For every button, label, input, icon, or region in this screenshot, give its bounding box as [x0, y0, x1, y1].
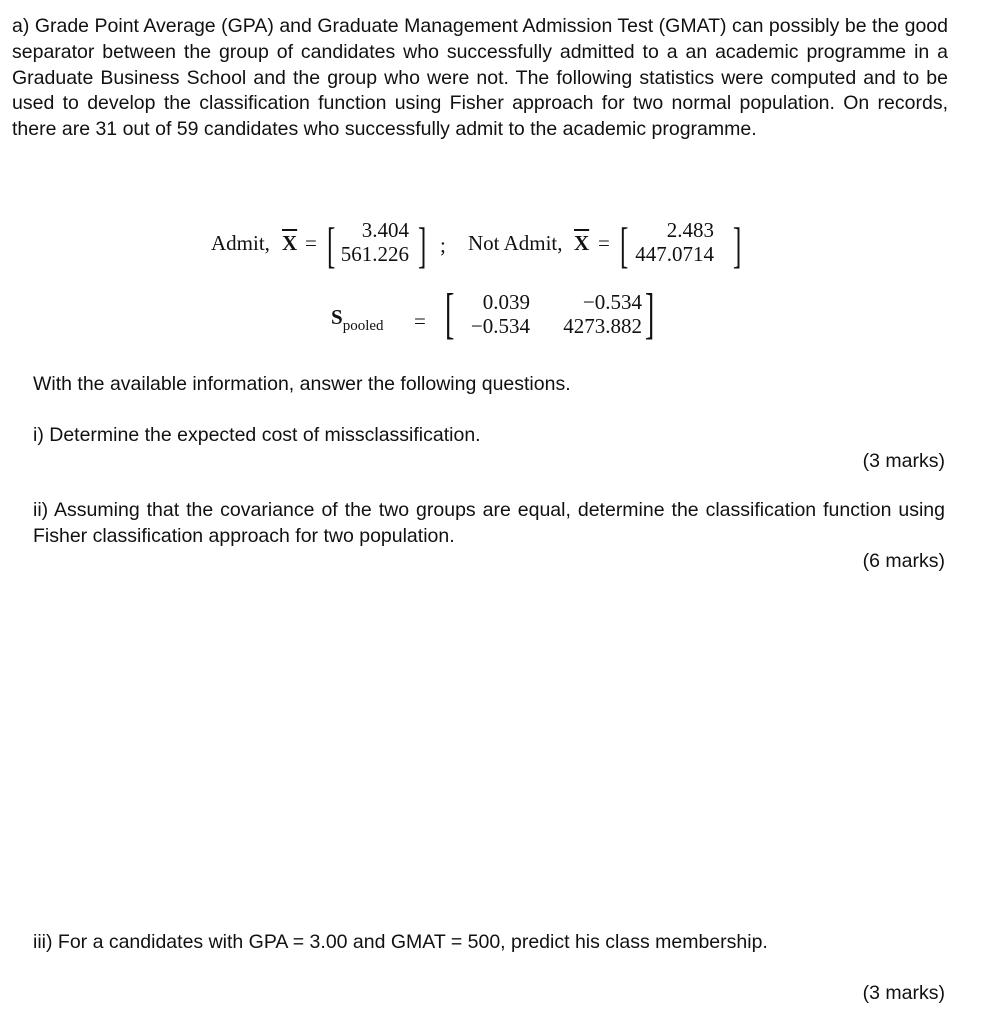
admit-equals: =: [305, 231, 317, 255]
not-admit-mean-vector: [630, 218, 714, 266]
s-pooled-22: 4273.882: [563, 314, 642, 338]
s-pooled-21: −0.534: [470, 314, 530, 338]
not-admit-mean-gmat: 447.0714: [635, 242, 714, 266]
admit-bracket-left: [: [327, 217, 336, 273]
question-paragraph: [12, 14, 948, 143]
not-admit-label: Not Admit,: [468, 231, 563, 255]
not-admit-bracket-right: ]: [733, 217, 742, 273]
instructions: With the available information, answer the following questions.: [33, 373, 571, 395]
not-admit-bracket-left: [: [620, 217, 629, 273]
part-i-marks: (3 marks): [862, 450, 945, 472]
s-pooled-equals: =: [414, 309, 426, 333]
s-pooled-col-1: [452, 290, 530, 338]
admit-mean-gpa: 3.404: [361, 218, 409, 242]
s-pooled-letter: S: [331, 305, 343, 329]
admit-mean-gmat: 561.226: [340, 242, 409, 266]
s-pooled-11: 0.039: [482, 290, 530, 314]
part-ii-text-content: ii) Assuming that the covariance of the two groups are equal, determine the classification function using Fisher classification approach for two population.: [33, 499, 945, 547]
not-admit-xbar: $\overline{X}$: [574, 231, 590, 255]
s-pooled-bracket-right: ]: [645, 283, 655, 345]
question-label: a): [12, 15, 30, 37]
s-pooled-symbol: [331, 305, 384, 334]
admit-xbar: $\overline{X}$: [282, 231, 298, 255]
s-pooled-12: −0.534: [582, 290, 642, 314]
part-i-text: i) Determine the expected cost of missclassification.: [33, 424, 481, 446]
s-pooled-col-2: [548, 290, 642, 338]
part-iii-marks: (3 marks): [862, 982, 945, 1004]
part-ii-text: [33, 498, 945, 550]
part-iii-text: iii) For a candidates with GPA = 3.00 and GMAT = 500, predict his class membership.: [33, 931, 768, 953]
not-admit-equals: =: [598, 231, 610, 255]
not-admit-mean-gpa: 2.483: [666, 218, 714, 242]
equation-separator: ;: [440, 233, 446, 257]
s-pooled-bracket-left: [: [445, 283, 455, 345]
part-ii-marks: (6 marks): [862, 550, 945, 572]
admit-label: Admit,: [211, 231, 270, 255]
admit-mean-vector: [337, 218, 409, 266]
admit-bracket-right: ]: [418, 217, 427, 273]
question-intro: Grade Point Average (GPA) and Graduate Management Admission Test (GMAT) can possibly be the good separator between the group of candidates who successfully admitted to a an academic programme in a Graduate Business School and the group who were not. The following statistics were computed and to be used to develop the classification function using Fisher approach for two normal population. On records, there are 31 out of 59 candidates who successfully admit to the academic programme.: [12, 15, 948, 141]
s-pooled-subscript: pooled: [342, 318, 384, 334]
